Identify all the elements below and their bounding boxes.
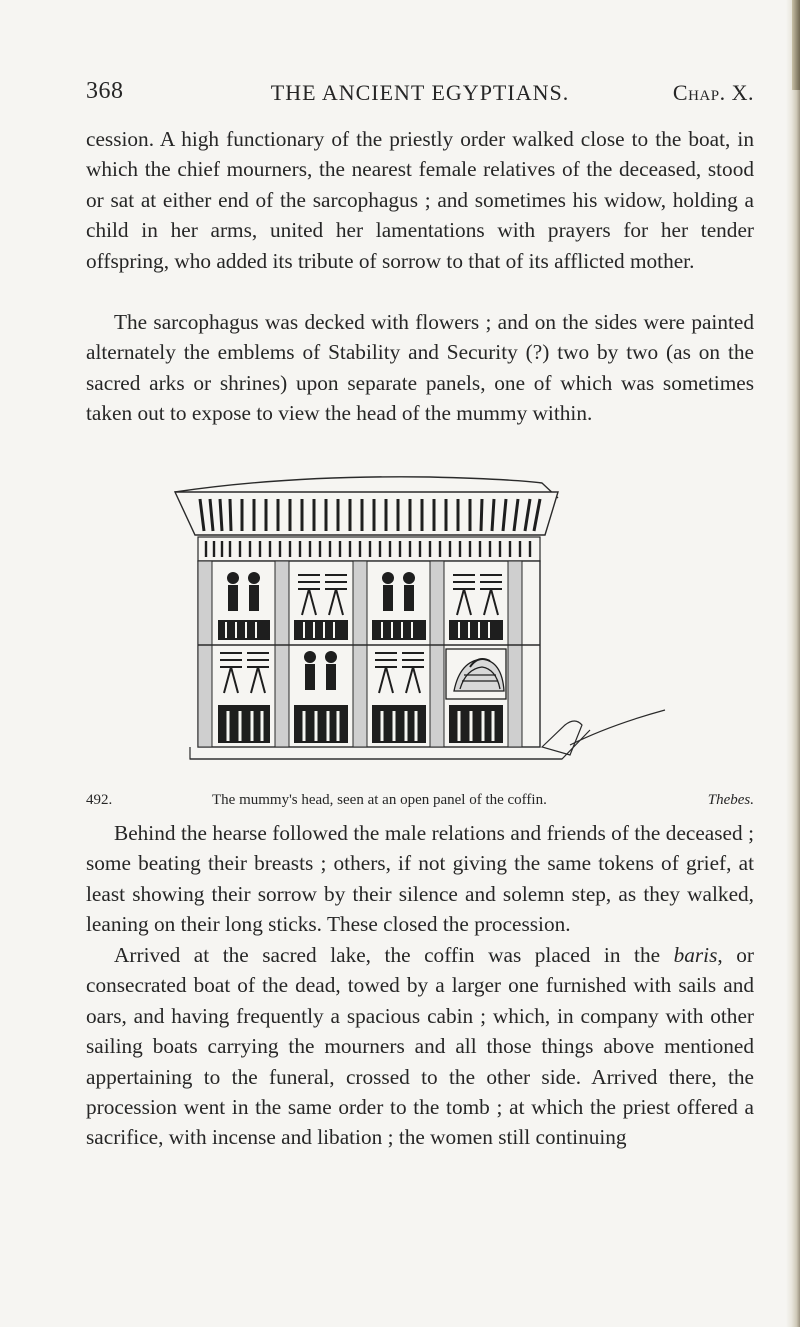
paragraph-1-text: cession. A high functionary of the priestly order walked close to the boat, in which the chief mourners, the nearest female relatives of the deceased, stood or sat at either end of the sarcophagus ; and sometimes his widow, holding a child in her arms, united her lamentations with prayers for her tender offspring, who added its tribute of sorrow to that of its afflicted mother. <box>86 127 754 273</box>
paragraph-2 <box>86 307 754 429</box>
baris-term: baris <box>673 943 718 967</box>
removed-panel <box>542 721 582 755</box>
paragraph-1 <box>86 124 754 276</box>
figure-caption <box>86 792 754 818</box>
paragraph-3 <box>86 818 754 940</box>
paragraph-3-text: Behind the hearse followed the male relations and friends of the deceased ; some beating their breasts ; others, if not giving the same tokens of grief, at least showing their sorrow by their silence and solemn step, as they walked, leaning on their long sticks. These closed the procession. <box>86 821 754 937</box>
figure-caption-text: The mummy's head, seen at an open panel of the coffin. <box>212 792 547 808</box>
mummy-head <box>446 649 506 699</box>
paragraph-2-text: The sarcophagus was decked with flowers ; and on the sides were painted alternately the emblems of Stability and Security (?) two by two (as on the sacred arks or shrines) upon separate panels, one of which was sometimes taken out to expose to view the head of the mummy within. <box>86 310 754 426</box>
paragraph-4-text-a: Arrived at the sacred lake, the coffin was placed in the <box>114 943 674 967</box>
running-title: THE ANCIENT EGYPTIANS. <box>270 80 570 105</box>
page-edge-dark-corner <box>792 0 800 90</box>
coffin-illustration <box>170 455 670 780</box>
coffin-cornice <box>175 492 558 535</box>
page-edge-shadow <box>786 0 800 1327</box>
page-number: 368 <box>86 78 124 104</box>
figure-place: Thebes. <box>707 792 754 808</box>
running-header <box>86 78 754 112</box>
chapter-label: Chap. X. <box>672 80 754 105</box>
paragraph-4-text-b: , or consecrated boat of the dead, towed by a larger one furnished with sails and oars, and having frequently a spacious cabin ; which, in company with other sailing boats carrying the mourners and all those things above mentioned appertaining to the funeral, crossed to the other side. Arrived there, the procession went in the same order to the tomb ; at which the priest offered a sacrifice, with incense and libation ; the women still continuing <box>86 943 755 1150</box>
paragraph-4 <box>86 940 754 1153</box>
figure-number: 492. <box>86 792 113 808</box>
